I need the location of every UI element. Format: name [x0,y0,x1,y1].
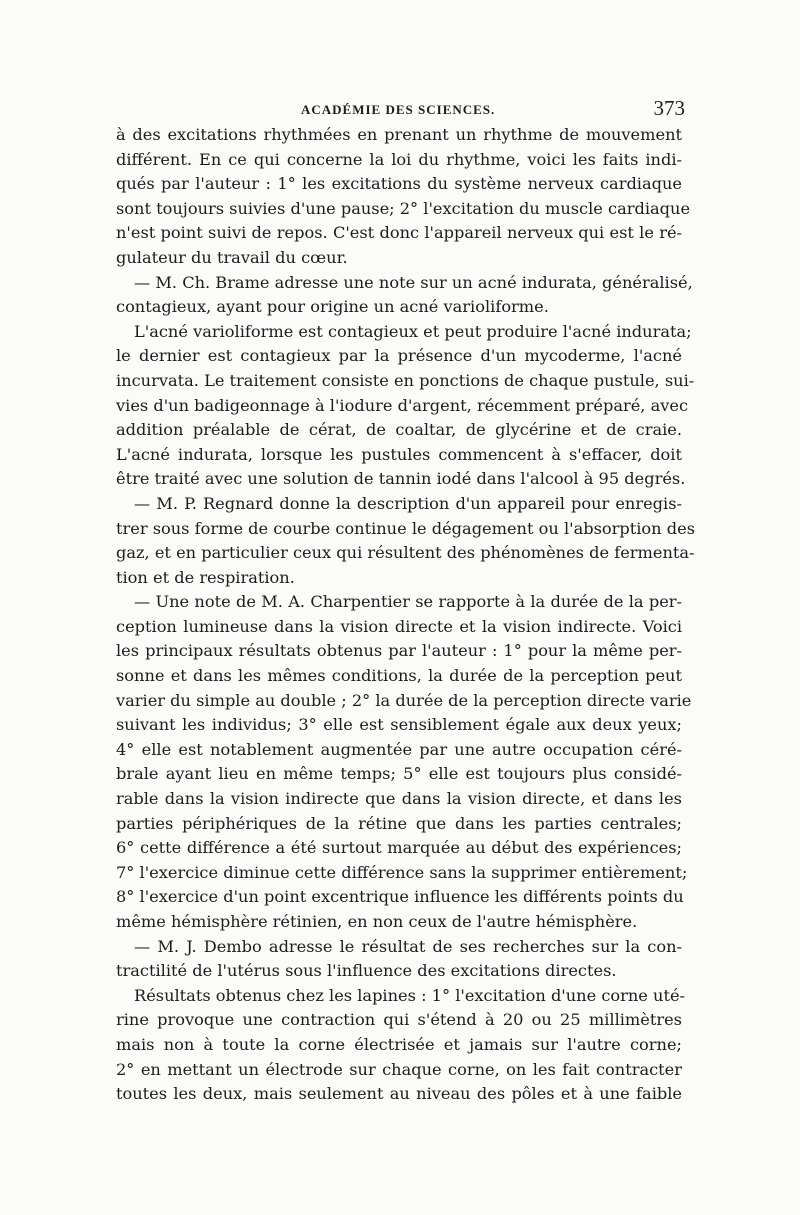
text-line: toutes les deux, mais seulement au niveau des pôles et à une faible [116,1084,682,1104]
text-line: rine provoque une contraction qui s'étend à 20 ou 25 millimètres [116,1010,682,1030]
page-header [115,96,685,122]
text-line: incurvata. Le traitement consiste en ponctions de chaque pustule, sui- [116,370,695,390]
text-line: qués par l'auteur : 1° les excitations du système nerveux cardiaque [116,174,682,194]
text-line: 7° l'exercice diminue cette différence sans la supprimer entièrement; [116,862,688,882]
text-line: même hémisphère rétinien, en non ceux de l'autre hémisphère. [116,912,638,931]
text-line: 2° en mettant un électrode sur chaque corne, on les fait contracter [116,1059,682,1079]
body-text [116,123,695,1107]
text-line: L'acné varioliforme est contagieux et peut produire l'acné indurata; [134,321,692,341]
text-line: 8° l'exercice d'un point excentrique influence les différents points du [116,887,684,907]
text-line: ception lumineuse dans la vision directe et la vision indirecte. Voici [116,616,682,636]
text-line: à des excitations rhythmées en prenant un rhythme de mouvement [116,125,682,144]
text-line: tion et de respiration. [116,567,295,587]
text-line: Résultats obtenus chez les lapines : 1° l'excitation d'une corne uté- [134,985,686,1005]
text-line: sonne et dans les mêmes conditions, la durée de la perception peut [116,666,682,686]
text-line: 6° cette différence a été surtout marquée au début des expériences; [116,838,682,858]
text-line: les principaux résultats obtenus par l'auteur : 1° pour la même per- [116,641,682,661]
text-line: addition préalable de cérat, de coaltar, de glycérine et de craie. [116,420,682,440]
text-line: vies d'un badigeonnage à l'iodure d'argent, récemment préparé, avec [116,395,689,415]
text-line: sont toujours suivies d'une pause; 2° l'excitation du muscle cardiaque [116,198,691,218]
text-line: différent. En ce qui concerne la loi du rhythme, voici les faits indi- [116,149,682,169]
text-line: — Une note de M. A. Charpentier se rapporte à la durée de la per- [134,592,682,612]
text-line: contagieux, ayant pour origine un acné varioliforme. [116,297,549,317]
text-line: 4° elle est notablement augmentée par une autre occupation céré- [116,739,682,759]
text-line: — M. J. Dembo adresse le résultat de ses recherches sur la con- [134,936,682,956]
text-line: n'est point suivi de repos. C'est donc l'appareil nerveux qui est le ré- [116,223,682,243]
running-title: ACADÉMIE DES SCIENCES. [301,102,496,117]
text-line: parties périphériques de la rétine que dans les parties centrales; [116,813,682,833]
page-number: 373 [653,96,685,120]
text-line: gaz, et en particulier ceux qui résultent des phénomènes de fermenta- [116,543,695,563]
text-line: — M. P. Regnard donne la description d'un appareil pour enregis- [134,493,682,513]
text-line: tractilité de l'utérus sous l'influence des excitations directes. [116,961,617,981]
text-line: trer sous forme de courbe continue le dégagement ou l'absorption des [116,518,695,538]
text-line: mais non à toute la corne électrisée et jamais sur l'autre corne; [116,1034,682,1054]
text-line: le dernier est contagieux par la présence d'un mycoderme, l'acné [116,346,682,366]
text-line: suivant les individus; 3° elle est sensiblement égale aux deux yeux; [116,715,682,735]
text-line: varier du simple au double ; 2° la durée de la perception directe varie [116,690,692,710]
text-line: — M. Ch. Brame adresse une note sur un acné indurata, généralisé, [134,272,693,292]
text-line: gulateur du travail du cœur. [116,247,348,267]
text-line: brale ayant lieu en même temps; 5° elle est toujours plus considé- [116,764,682,784]
text-line: rable dans la vision indirecte que dans la vision directe, et dans les [116,789,682,809]
text-line: L'acné indurata, lorsque les pustules commencent à s'effacer, doit [116,444,682,464]
text-line: être traité avec une solution de tannin iodé dans l'alcool à 95 degrés. [116,469,686,489]
